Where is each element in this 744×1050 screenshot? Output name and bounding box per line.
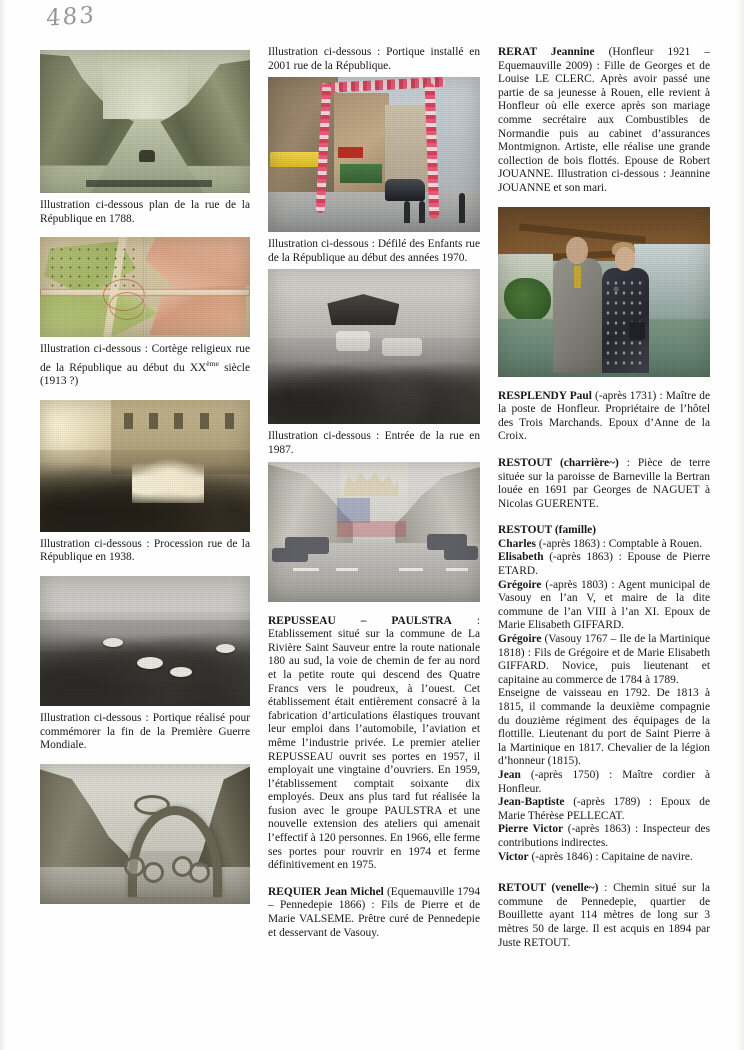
entry-resplendy-paul	[498, 390, 710, 444]
restout-member-charles	[498, 538, 710, 552]
figure-defile-des-enfants	[268, 269, 480, 424]
entry-body-restout-charriere: : Pièce de terre située sur la paroisse de Barneville la Bertran louée en 1691 par Georges de NAGUET à Nicolas GUERENTE.	[498, 456, 711, 510]
watermark-overlay	[327, 464, 420, 562]
figure-rue-de-la-republique-postcard	[40, 50, 250, 193]
figure-portique-2001	[268, 77, 480, 232]
caption-cortege-religieux	[40, 343, 250, 389]
restout-member-jean	[498, 769, 710, 796]
member-text-gregoire-2-cont: Enseigne de vaisseau en 1792. De 1813 à 1815, il commande la deuxième compagnie du douzième régiment des équipages de la flottille. Lieutenant du port de Saint Pierre à la Martinique en 1817. Chevalier de la légion d’honneur (1815).	[498, 687, 711, 768]
entry-restout-charriere	[498, 457, 710, 511]
restout-member-pierre-victor	[498, 823, 710, 850]
member-text-jean: (-après 1750) : Maître cordier à Honfleur.	[498, 768, 711, 795]
restout-member-elisabeth	[498, 551, 710, 578]
restout-member-gregoire-2-cont	[498, 687, 710, 769]
member-name-charles: Charles	[498, 537, 536, 550]
caption-plan-1788: Illustration ci-dessous plan de la rue de la République en 1788.	[40, 199, 251, 225]
entry-headword-restout-famille: RESTOUT (famille)	[498, 524, 597, 537]
member-text-charles: (-après 1863) : Comptable à Rouen.	[535, 537, 703, 550]
member-name-elisabeth: Elisabeth	[498, 551, 544, 564]
member-name-gregoire-2: Grégoire	[498, 633, 542, 646]
entry-headword-resplendy: RESPLENDY	[498, 389, 567, 402]
caption-defile-enfants: Illustration ci-dessous : Défilé des Enfants rue de la République au début des années 1970.	[268, 238, 481, 264]
entry-headword-repusseau: REPUSSEAU – PAULSTRA	[268, 614, 452, 627]
entry-retout-venelle	[498, 882, 710, 950]
restout-member-gregoire-1	[498, 579, 710, 633]
entry-body-repusseau: : Etablissement situé sur la commune de La Rivière Saint Sauveur entre la route nationale 180 au sud, la voie de chemin de fer au nord et la petite route qui descend des Quatre Francs vers le poudreux, à l’ouest. Cet établissement était entièrement consacré à la fabrication d’articulations élastiques trouvant leur emploi dans l’automobile, l’aviation et même l’industrie privée. Le premier atelier REPUSSEAU ouvrit ses portes en 1957, il employait une vingtaine d’ouvriers. En 1959, l’établissement comptait soixante dix employés. Deux ans plus tard fut réalisée la fusion avec le groupe PAULSTRA et une nouvelle extension des ateliers qui amenait l’effectif à 120 personnes. En 1966, elle ferme ses portes pour rouvrir en 1974 et ferme définitivement en 1975.	[268, 614, 481, 872]
figure-portique-premiere-guerre	[40, 764, 250, 904]
restout-member-jean-baptiste	[498, 796, 710, 823]
right-column	[498, 46, 710, 1036]
entry-body-resplendy: (-après 1731) : Maître de la poste de Honfleur. Propriétaire de l’hôtel des Trois Marchands. Epoux d’Anne de la Croix.	[498, 389, 711, 443]
caption-ordinal-suffix: ème	[206, 358, 219, 368]
caption-portique-premiere-guerre: Illustration ci-dessous : Portique réalisé pour commémorer la fin de la Première Guerre Mondiale.	[40, 711, 251, 752]
scan-edge-right	[736, 0, 744, 1050]
left-column	[40, 46, 250, 1036]
figure-plan-1788	[40, 237, 250, 337]
caption-procession-1938: Illustration ci-dessous : Procession rue de la République en 1938.	[40, 537, 251, 564]
entry-headword-resplendy-given: Paul	[566, 389, 592, 402]
entry-headword-rerat-given: Jeannine	[536, 46, 595, 58]
entry-headword-requier: REQUIER	[268, 885, 322, 898]
member-name-jean: Jean	[498, 768, 521, 781]
entry-headword-restout-charriere: RESTOUT (charrière~)	[498, 456, 619, 469]
figure-procession-1938	[40, 576, 250, 706]
member-name-gregoire-1: Grégoire	[498, 578, 542, 591]
figure-cortege-religieux	[40, 400, 250, 532]
entry-repusseau-paulstra	[268, 615, 480, 873]
restout-member-victor	[498, 851, 710, 865]
scan-edge-left	[0, 0, 6, 1050]
restout-member-gregoire-2	[498, 633, 710, 687]
member-text-pierre-victor: (-après 1863) : Inspecteur des contributions indirectes.	[498, 823, 711, 849]
figure-jeannine-jouanne-et-son-mari	[498, 207, 710, 377]
three-column-layout	[40, 46, 710, 1036]
middle-column	[268, 46, 480, 1036]
member-text-elisabeth: (-après 1863) : Epouse de Pierre ETARD.	[498, 551, 711, 578]
member-text-gregoire-1: (-après 1803) : Agent municipal de Vasouy en l’an V, et maire de la dite commune de l’an VIII à l’an XI. Epoux de Marie Elisabeth GIFFARD.	[498, 578, 711, 632]
handwritten-folio-number: 483	[45, 2, 97, 32]
caption-entree-rue-1987: Illustration ci-dessous : Entrée de la rue en 1987.	[268, 430, 481, 456]
member-name-pierre-victor: Pierre Victor	[498, 823, 564, 836]
member-text-gregoire-2: (Vasouy 1767 – Ile de la Martinique 1818) : Fils de Grégoire et de Marie Elisabeth GIFFARD. Novice, puis lieutenant et capitaine au commerce de 1784 à 1789.	[498, 633, 711, 686]
entry-headword-rerat: RERAT	[498, 46, 537, 58]
caption-cortege-main: Illustration ci-dessous : Cortège religieux rue de la République au début du XX	[40, 343, 251, 374]
caption-cortege-tail: siècle (1913 ?)	[40, 361, 251, 388]
caption-portique-2001: Illustration ci-dessous : Portique installé en 2001 rue de la République.	[268, 46, 481, 72]
entry-restout-famille-header	[498, 524, 710, 538]
entry-body-rerat: (Honfleur 1921 – Equemauville 2009) : Fille de Georges et de Louise LE CLERC. Après avoir passé une partie de sa jeunesse à Rouen, elle revient à Honfleur où elle exerce après son mariage comme secrétaire aux Combustibles de Normandie puis au cabinet d’assurances Montmignon. Artiste, elle réalise une grande collection de bois flottés. Epouse de Robert JOUANNE. Illustration ci-dessous : Jeannine JOUANNE et son mari.	[498, 46, 711, 194]
member-text-victor: (-après 1846) : Capitaine de navire.	[528, 850, 693, 863]
entry-headword-retout-venelle: RETOUT (venelle~)	[498, 882, 599, 895]
entry-requier-jean-michel	[268, 886, 480, 940]
member-name-victor: Victor	[498, 850, 529, 863]
entry-headword-requier-given: Jean Michel	[321, 885, 384, 898]
entry-body-requier: (Equemauville 1794 – Pennedepie 1866) : Fils de Pierre et de Marie VALSEME. Prêtre curé de Pennedepie et desservant de Vasouy.	[268, 885, 481, 939]
member-text-jean-baptiste: (-après 1789) : Epoux de Marie Thérèse PELLECAT.	[498, 796, 711, 822]
member-name-jean-baptiste: Jean-Baptiste	[498, 796, 565, 809]
figure-entree-rue-1987	[268, 462, 480, 602]
entry-rerat-jeannine	[498, 46, 710, 196]
entry-body-retout-venelle: : Chemin situé sur la commune de Pennedepie, quartier de Bouillette ayant 114 mètres de long sur 3 mètres 50 de large. Il est acquis en 1894 par Juste RETOUT.	[498, 882, 711, 949]
